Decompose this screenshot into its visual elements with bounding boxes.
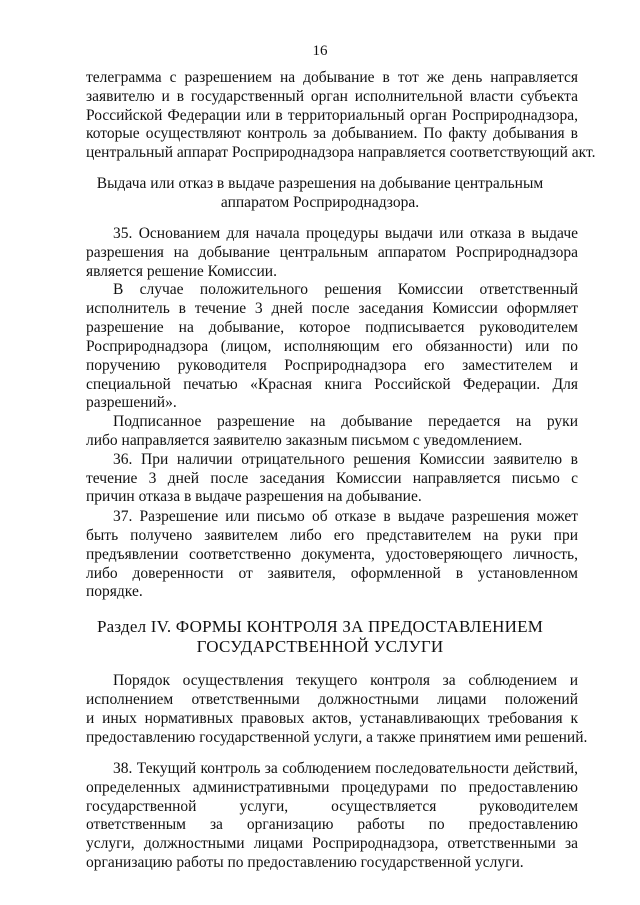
- text-line: которые осуществляют контроль за добыванием. По факту добывания в: [86, 125, 578, 142]
- text-line: разрешение на добывание, которое подписывается руководителем: [86, 319, 578, 336]
- text-line: разрешения на добывание центральным аппаратом Росприроднадзора: [86, 244, 578, 261]
- text-line: либо доверенности от заявителя, оформленной в установленном: [86, 565, 578, 582]
- section-heading-line: Раздел IV. ФОРМЫ КОНТРОЛЯ ЗА ПРЕДОСТАВЛЕНИЕМ: [96, 617, 544, 636]
- text-line: разрешений».: [86, 394, 177, 411]
- text-line: Росприроднадзора (лицом, исполняющим его обязанности) или по: [86, 338, 578, 355]
- text-line: порядке.: [86, 583, 143, 600]
- text-line: организацию работы по предоставлению государственной услуги.: [86, 854, 524, 871]
- text-line: предъявлении соответственно документа, удостоверяющего личность,: [86, 546, 578, 563]
- text-line: предоставлению государственной услуги, а также принятием ими решений.: [86, 729, 588, 746]
- text-line: и иных нормативных правовых актов, устанавливающих требования к: [86, 710, 578, 727]
- text-line: государственной услуги, осуществляется руководителем: [86, 798, 578, 815]
- text-line: поручению руководителя Росприроднадзора его заместителем и: [86, 357, 578, 374]
- text-line: исполнитель в течение 3 дней после заседания Комиссии оформляет: [86, 300, 578, 317]
- text-line: быть получено заявителем либо его представителем на руки при: [86, 527, 578, 544]
- subheading-line: аппаратом Росприроднадзора.: [220, 194, 420, 211]
- text-line: 37. Разрешение или письмо об отказе в выдаче разрешения может: [113, 508, 578, 525]
- text-line: В случае положительного решения Комиссии ответственный: [113, 281, 578, 298]
- text-line: Российской Федерации или в территориальный орган Росприроднадзора,: [86, 107, 578, 124]
- text-line: услуги, должностными лицами Росприроднадзора, ответственными за: [86, 835, 578, 852]
- text-line: 35. Основанием для начала процедуры выдачи или отказа в выдаче: [113, 225, 578, 242]
- text-line: исполнением ответственными должностными лицами положений: [86, 691, 578, 708]
- page-number: 16: [312, 43, 328, 59]
- section-heading-line: ГОСУДАРСТВЕННОЙ УСЛУГИ: [196, 637, 444, 656]
- text-line: причин отказа в выдаче разрешения на добывание.: [86, 488, 422, 505]
- text-line: Порядок осуществления текущего контроля за соблюдением и: [113, 672, 578, 689]
- text-line: является решение Комиссии.: [86, 263, 277, 280]
- subheading-line: Выдача или отказ в выдаче разрешения на добывание центральным: [96, 175, 544, 192]
- text-line: 36. При наличии отрицательного решения Комиссии заявителю в: [113, 451, 578, 468]
- text-line: определенных административными процедурами по предоставлению: [86, 779, 578, 796]
- text-line: центральный аппарат Росприроднадзора направляется соответствующий акт.: [86, 144, 596, 161]
- text-line: телеграмма с разрешением на добывание в тот же день направляется: [86, 69, 578, 86]
- text-line: заявителю и в государственный орган исполнительной власти субъекта: [86, 88, 578, 105]
- text-line: течение 3 дней после заседания Комиссии направляется письмо с: [86, 470, 578, 487]
- text-line: ответственным за организацию работы по предоставлению: [86, 816, 578, 833]
- text-line: специальной печатью «Красная книга Российской Федерации. Для: [86, 376, 578, 393]
- text-line: либо направляется заявителю заказным письмом с уведомлением.: [86, 432, 523, 449]
- text-line: 38. Текущий контроль за соблюдением последовательности действий,: [113, 760, 578, 777]
- text-line: Подписанное разрешение на добывание передается на руки: [113, 413, 578, 430]
